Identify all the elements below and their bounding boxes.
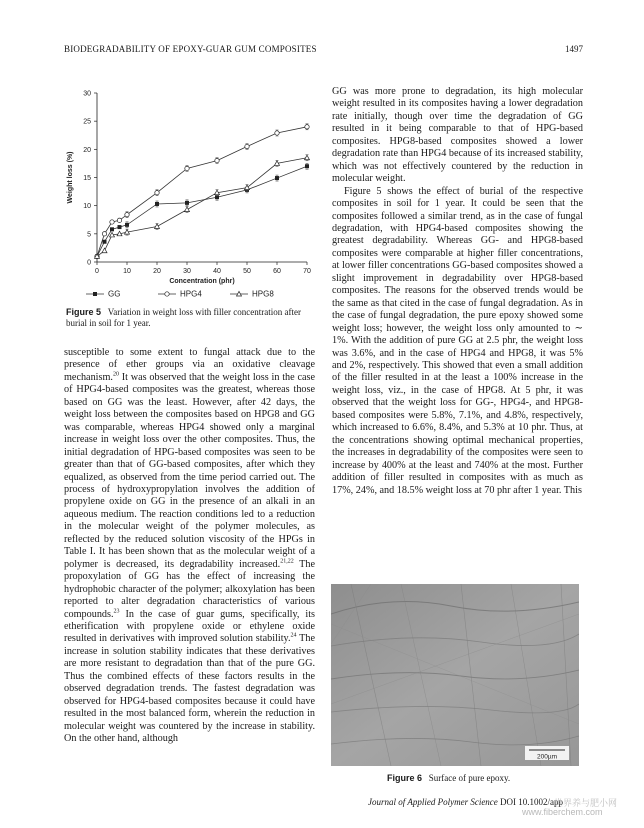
data-point-hpg4 xyxy=(110,220,114,224)
data-point-hpg4 xyxy=(215,158,219,162)
series-line-hpg8 xyxy=(97,158,307,257)
data-point-gg xyxy=(125,223,129,227)
data-point-hpg4 xyxy=(245,144,249,148)
chart-axes xyxy=(67,91,311,286)
legend-label-hpg4: HPG4 xyxy=(180,289,202,299)
y-tick-label: 5 xyxy=(87,231,91,239)
page-number: 1497 xyxy=(565,44,583,54)
right-paragraph-1: GG was more prone to degradation, its high molecular weight resulted in its composites having a lower degradation rate initially, though over time the degradation of GG resulted in it being comparable to that of HPG-based composites. HPG8-based composites showed a lower degradation rate than HPG4 because of its increased stability, which was not effectively countered by the reduction in molecular weight. xyxy=(332,86,583,185)
series-gg xyxy=(95,163,309,258)
data-point-hpg8 xyxy=(185,207,190,212)
x-tick-label: 20 xyxy=(153,268,161,275)
x-tick-label: 10 xyxy=(123,268,131,275)
figure-5-line-chart xyxy=(64,84,320,306)
chart-legend xyxy=(86,290,274,299)
figure-6-caption-text: Surface of pure epoxy. xyxy=(428,773,511,783)
y-axis-label: Weight loss (%) xyxy=(67,151,74,204)
figure-6-label: Figure 6 xyxy=(387,773,423,783)
watermark-cn: 世界养与肥小网 xyxy=(554,798,618,808)
right-paragraph-2: Figure 5 shows the effect of burial of the respective composites in soil for 1 year. It could be seen that the composites followed a similar trend, as in the case of fungal degradation, with HPG4-based composites showing the greatest degradability. Whereas GG- and HPG8-based composites were comparable at higher filler concentrations, at lower filler concentrations GG-based composites showed a slight improvement in degradability over HPG8-based composites. The reasons for the observed trends would be the same as that cited in the case of fungal degradation. As in the case of fungal degradation, the pure epoxy showed some weight loss; however, the weight loss only amounted to ∼ 1%. With the addition of pure GG at 2.5 phr, the weight loss was 3.6%, and in the case of HPG4 and HPG8, it was 5% and 2%, respectively. This showed that even a small addition of the filler resulted in at the least a 100% increase in the weight loss, viz., in the case of HPG8. At 5 phr, it was observed that the weight loss for GG-, HPG4-, and HPG8-based composites were 5.8%, 7.1%, and 4.8%, respectively, which increased to 6.6%, 8.4%, and 5.3% at 10 phr. Thus, at the concentrations showing optimal mechanical properties, the increases in degradability of the composites were seen to increase by 400% at the least and 740% at the most. Further addition of filler resulted in composites with as much as 17%, 24%, and 18.5% weight loss at 70 phr after 1 year. This xyxy=(332,185,583,496)
journal-name: Journal of Applied Polymer Science xyxy=(368,797,498,807)
y-tick-label: 30 xyxy=(83,90,91,98)
running-header-title: BIODEGRADABILITY OF EPOXY-GUAR GUM COMPOSITES xyxy=(64,44,317,54)
figure-5-caption xyxy=(66,307,316,329)
y-tick-label: 15 xyxy=(83,175,91,182)
data-point-gg xyxy=(185,201,189,205)
watermark-url: www.fiberchem.com xyxy=(522,807,603,817)
x-tick-label: 60 xyxy=(273,268,281,275)
figure-5-label: Figure 5 xyxy=(66,307,102,317)
left-text-column xyxy=(64,347,315,746)
data-point-hpg8 xyxy=(155,224,160,229)
data-point-hpg8 xyxy=(305,155,310,160)
doi-text: DOI 10.1002/app xyxy=(500,797,564,807)
data-point-gg xyxy=(305,164,309,168)
figure-6-micrograph xyxy=(331,584,579,766)
x-tick-label: 40 xyxy=(213,268,221,275)
y-tick-label: 20 xyxy=(83,146,91,154)
series-hpg4 xyxy=(95,124,309,259)
y-tick-label: 0 xyxy=(87,259,91,267)
data-point-gg xyxy=(118,225,122,229)
figure-5-caption-text: Variation in weight loss with filler concentration after burial in soil for 1 year. xyxy=(66,307,301,328)
data-point-gg xyxy=(275,176,279,180)
x-axis-label: Concentration (phr) xyxy=(169,278,235,285)
x-tick-label: 70 xyxy=(303,268,311,275)
left-paragraph-1: susceptible to some extent to fungal attack due to the presence of ether groups via an oxidative cleavage mechanism.$^{20}$ It was observed that the weight loss in the case of HPG4-based composites was the greatest, whereas those based on GG was the least. However, after 42 days, the weight loss between the composites based on HPG8 and GG was comparable, whereas HPG4 showed only a marginal increase in weight loss over the other composites. Thus, the initial degradation of HPG-based composites was seen to be greater than that of GG-based composites, after which they equalized, as observed from the time period carried out. The process of hydroxypropylation involves the addition of propylene oxide on GG in the presence of an alkali in an aqueous medium. The reaction conditions led to a reduction in the molecular weight of the polymer molecules, as reflected by the reduced solution viscosity of the HPGs in Table I. It has been shown that as the molecular weight of a polymer is decreased, its degradability increased.$^{21,22}$ The propoxylation of GG has the effect of increasing the hydrophobic character of the polymer; alkoxylation has been reported to alter degradation characteristics of various compounds.$^{23}$ In the case of guar gums, specifically, its etherification with propylene oxide or ethylene oxide resulted in derivatives with improved solution stability.$^{24}$ The increase in solution stability indicates that these derivatives are more resistant to degradation than that of the pure GG. Thus the combined effects of these factors results in the observed degradation trends. The fastest degradation was observed for HPG4-based composites because it could have resulted in the most balanced form, wherein the reduction in molecular weight was countered by the increase in stability. On the other hand, although xyxy=(64,347,316,745)
scale-bar-label: 200µm xyxy=(536,753,558,761)
x-tick-label: 0 xyxy=(95,268,99,275)
data-point-hpg4 xyxy=(125,212,129,216)
data-point-hpg4 xyxy=(155,191,159,195)
right-text-column xyxy=(332,86,583,497)
legend-label-gg: GG xyxy=(108,289,121,299)
journal-footer xyxy=(368,797,563,807)
data-point-hpg8 xyxy=(102,248,107,253)
data-point-gg xyxy=(110,227,114,231)
data-point-hpg4 xyxy=(102,232,106,236)
series-line-hpg4 xyxy=(97,127,307,257)
data-point-hpg4 xyxy=(275,131,279,135)
x-tick-label: 30 xyxy=(183,268,191,275)
data-point-hpg4 xyxy=(117,218,121,222)
legend-marker-hpg4 xyxy=(165,292,169,296)
x-tick-label: 50 xyxy=(243,268,251,275)
data-point-hpg4 xyxy=(185,166,189,170)
data-point-gg xyxy=(155,202,159,206)
data-point-hpg4 xyxy=(305,125,309,129)
y-tick-label: 10 xyxy=(83,203,91,211)
series-hpg8 xyxy=(95,155,310,259)
chart-series xyxy=(95,124,310,259)
y-tick-label: 25 xyxy=(83,118,91,126)
data-point-gg xyxy=(103,240,107,244)
legend-label-hpg8: HPG8 xyxy=(252,289,274,299)
figure-6-caption xyxy=(387,773,587,784)
legend-marker-gg xyxy=(93,292,97,296)
